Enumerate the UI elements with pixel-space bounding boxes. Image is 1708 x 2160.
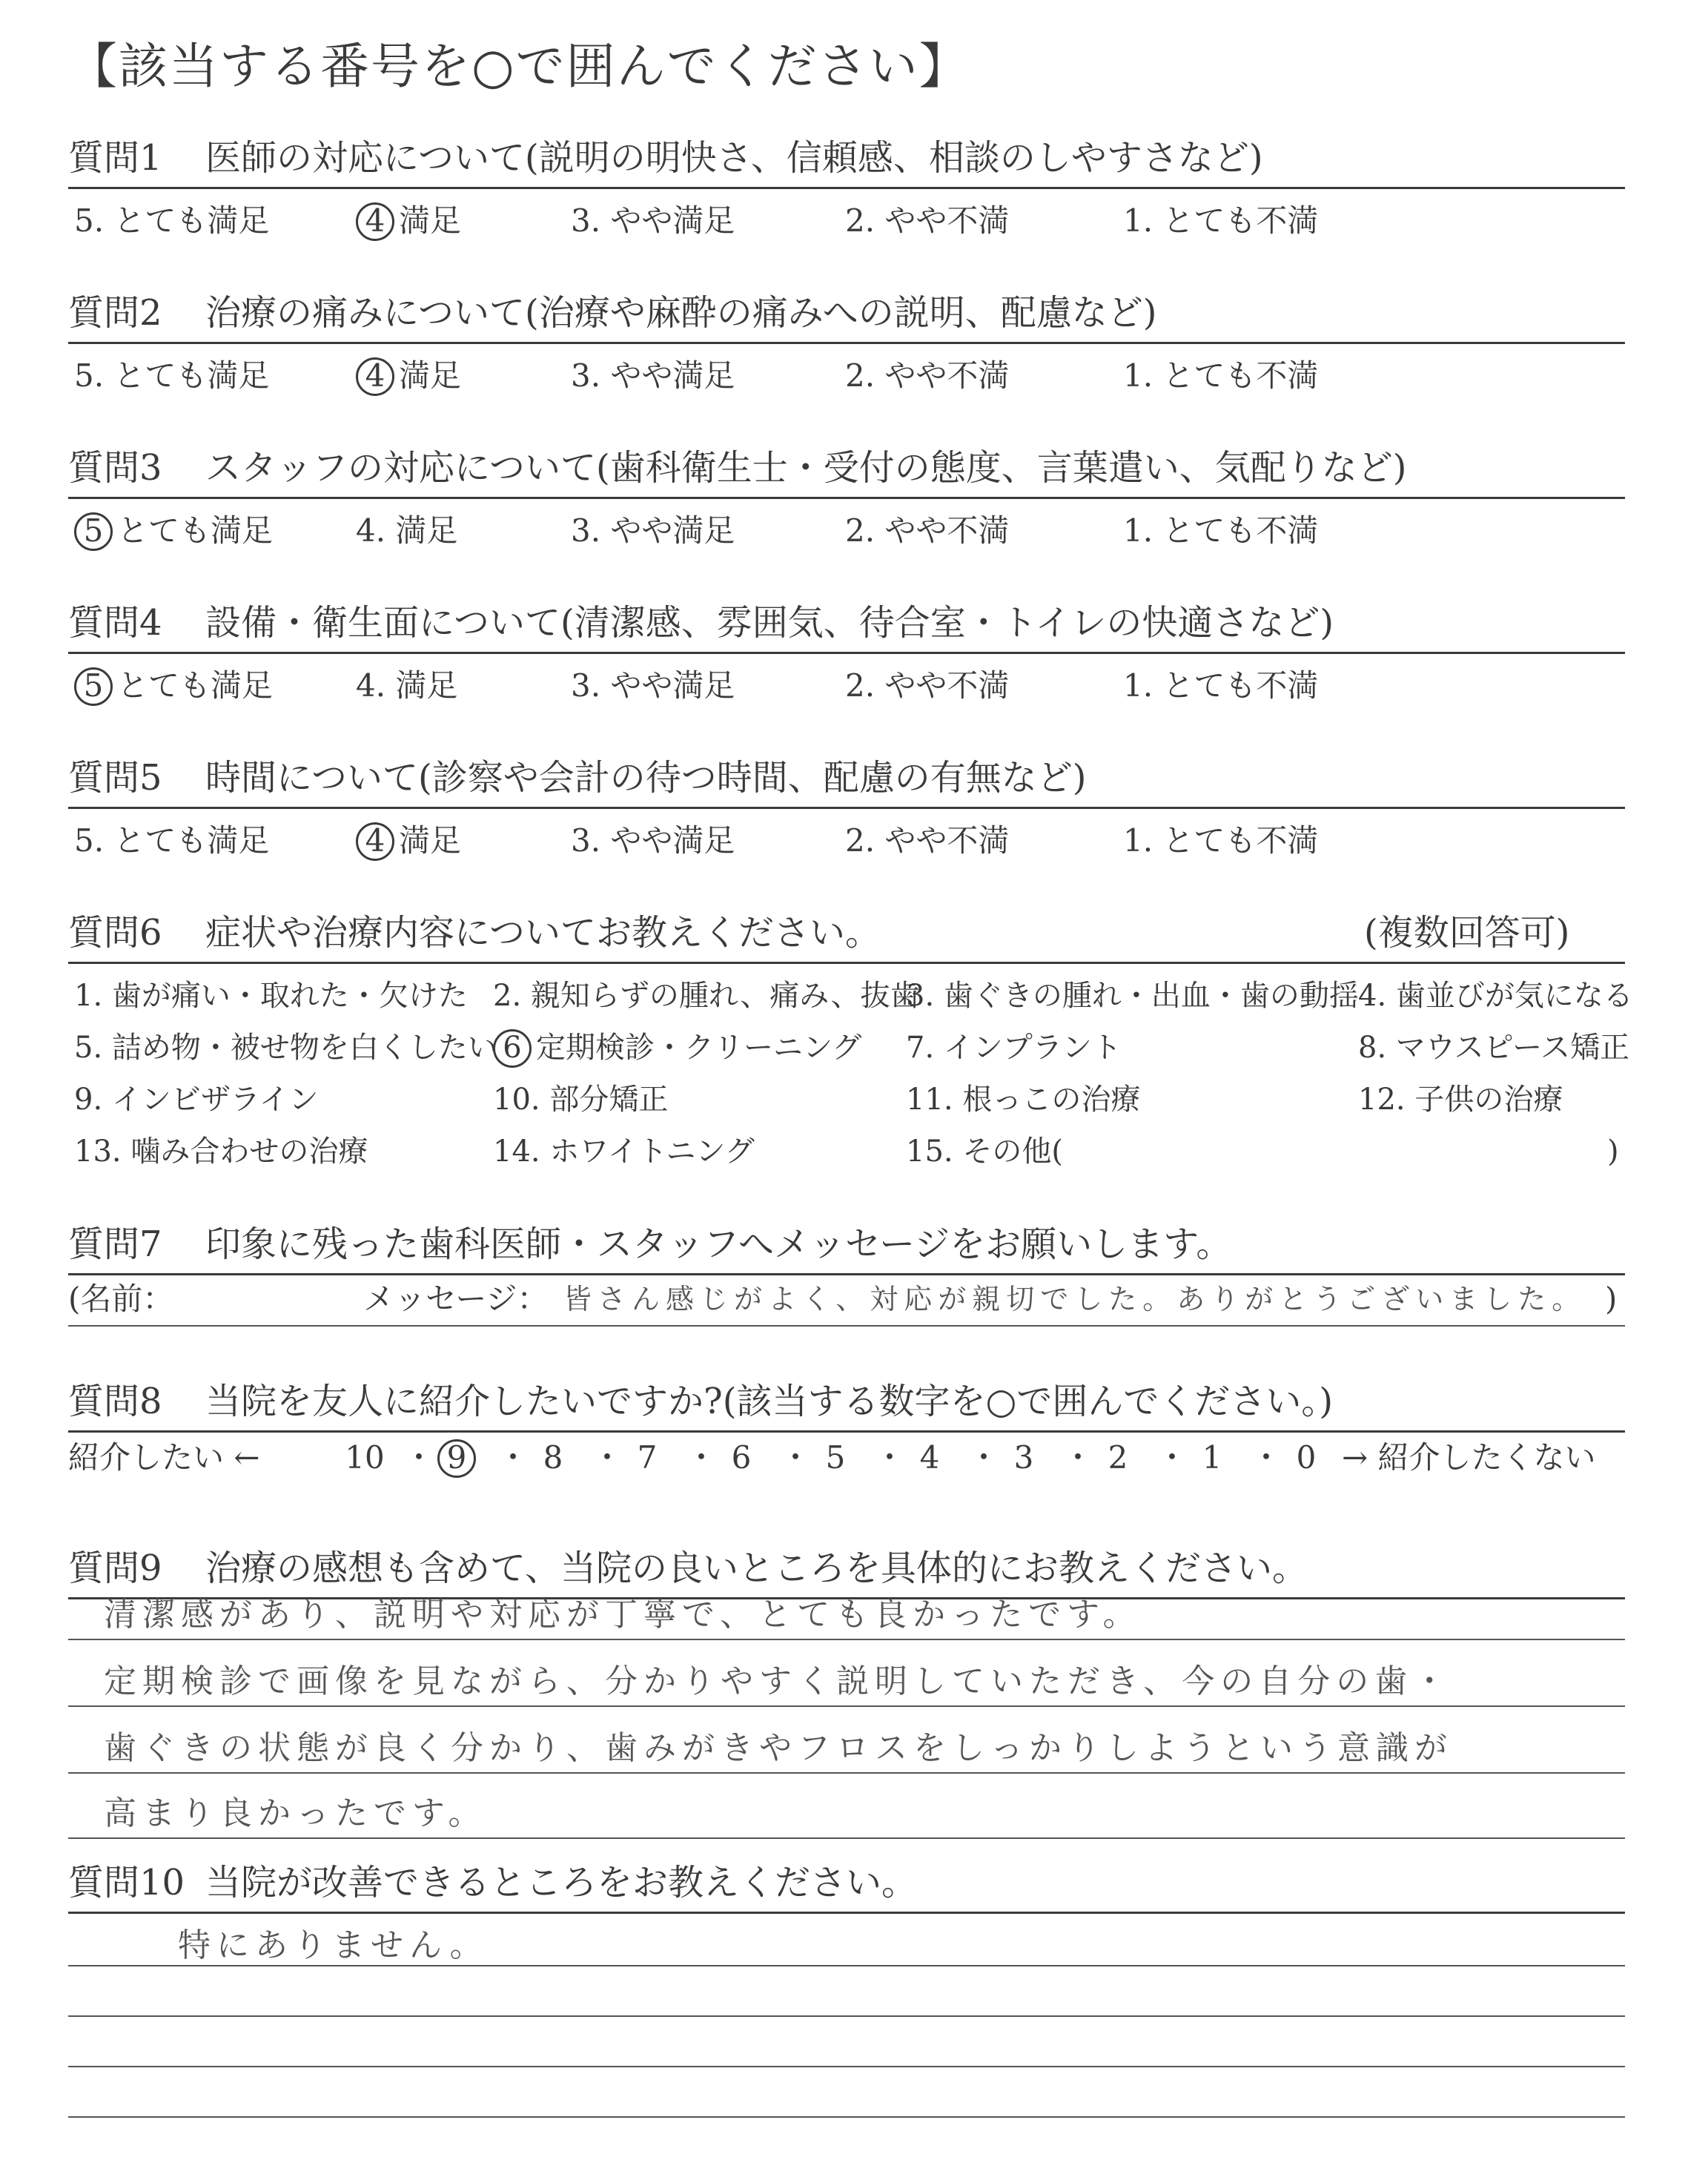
question-6-item-9[interactable]: 9. インビザライン bbox=[74, 1083, 319, 1117]
question-6-item-15[interactable]: 15. その他( bbox=[906, 1135, 1063, 1169]
question-2-option-3-label: 3. やや満足 bbox=[571, 357, 735, 394]
question-10-answer-rule-2 bbox=[68, 2015, 1625, 2017]
question-9-text: 治療の感想も含めて、当院の良いところを具体的にお教えください。 bbox=[205, 1548, 1308, 1589]
question-8-title bbox=[68, 1377, 1333, 1426]
question-8-scale-separator: ・ bbox=[1062, 1439, 1094, 1476]
question-8-scale-0[interactable]: 0 bbox=[1296, 1439, 1317, 1476]
question-8-scale-2[interactable]: 2 bbox=[1108, 1439, 1128, 1476]
question-3-option-2[interactable] bbox=[845, 510, 1009, 552]
question-4-option-5[interactable] bbox=[74, 665, 273, 707]
question-8-number: 質問8 bbox=[68, 1381, 162, 1422]
question-8-rule bbox=[68, 1430, 1625, 1433]
question-3-option-4[interactable] bbox=[356, 510, 457, 552]
question-2-title bbox=[68, 288, 1157, 337]
question-8-scale-separator: ・ bbox=[874, 1439, 906, 1476]
question-8-scale-9[interactable] bbox=[437, 1437, 481, 1479]
question-9-answer-line-2: 定期検診で画像を見ながら、分かりやすく説明していただき、今の自分の歯・ bbox=[104, 1662, 1452, 1700]
question-8-scale-6[interactable]: 6 bbox=[731, 1439, 752, 1476]
question-1-title bbox=[68, 133, 1263, 182]
question-6-item-3[interactable]: 3. 歯ぐきの腫れ・出血・歯の動揺 bbox=[906, 979, 1359, 1013]
question-9-number: 質問9 bbox=[68, 1548, 162, 1589]
question-7-text: 印象に残った歯科医師・スタッフへメッセージをお願いします。 bbox=[205, 1223, 1232, 1265]
question-1-option-3-label: 3. やや満足 bbox=[571, 202, 735, 239]
question-10-answer: 特にありません。 bbox=[178, 1926, 489, 1964]
question-3-text: スタッフの対応について(歯科衛生士・受付の態度、言葉遣い、気配りなど) bbox=[205, 447, 1407, 489]
question-5-option-2-label: 2. やや不満 bbox=[845, 822, 1010, 859]
question-6-item-10[interactable]: 10. 部分矯正 bbox=[493, 1083, 669, 1117]
question-9-answer-line-1: 清潔感があり、説明や対応が丁寧で、とても良かったです。 bbox=[104, 1596, 1142, 1634]
question-10-answer-rule-1 bbox=[68, 1965, 1625, 1966]
question-4-option-1-label: 1. とても不満 bbox=[1123, 667, 1319, 704]
question-8-scale-separator: ・ bbox=[780, 1439, 812, 1476]
question-4-title bbox=[68, 598, 1334, 647]
question-7-title bbox=[68, 1220, 1231, 1269]
question-2-option-5-label: 5. とても満足 bbox=[74, 357, 270, 394]
question-8-scale-3[interactable]: 3 bbox=[1013, 1439, 1034, 1476]
question-5-option-2[interactable] bbox=[845, 820, 1009, 862]
question-7-name-label: (名前： bbox=[68, 1281, 174, 1317]
question-1-option-1-label: 1. とても不満 bbox=[1123, 202, 1319, 239]
question-7-number: 質問7 bbox=[68, 1223, 162, 1265]
question-1-option-4-label: 満足 bbox=[399, 202, 462, 239]
question-4-option-5-label: とても満足 bbox=[117, 667, 274, 704]
question-8-scale-separator: ・ bbox=[497, 1439, 529, 1476]
question-6-item-14[interactable]: 14. ホワイトニング bbox=[493, 1135, 755, 1169]
question-2-rule bbox=[68, 342, 1625, 344]
question-6-item-8[interactable]: 8. マウスピース矯正 bbox=[1358, 1031, 1630, 1065]
question-7-message-text: 皆さん感じがよく、対応が親切でした。ありがとうございました。 bbox=[563, 1283, 1586, 1315]
question-6-item-16[interactable]: ) bbox=[1607, 1135, 1619, 1169]
question-8-scale-separator: ・ bbox=[686, 1439, 718, 1476]
question-4-option-5-circle-mark: 5 bbox=[74, 667, 113, 706]
question-2-option-2[interactable] bbox=[845, 355, 1009, 397]
question-10-answer-rule-4 bbox=[68, 2116, 1625, 2118]
question-5-option-5-label: 5. とても満足 bbox=[74, 822, 270, 859]
question-3-rule bbox=[68, 497, 1625, 499]
question-6-item-1[interactable]: 1. 歯が痛い・取れた・欠けた bbox=[74, 979, 468, 1013]
question-6-title bbox=[68, 908, 881, 957]
question-9-answer-rule-3 bbox=[68, 1772, 1625, 1774]
question-1-option-1[interactable] bbox=[1123, 200, 1318, 242]
question-5-option-4-circle-mark: 4 bbox=[356, 822, 394, 861]
question-3-option-2-label: 2. やや不満 bbox=[845, 512, 1010, 549]
question-1-option-2[interactable] bbox=[845, 200, 1009, 242]
question-4-option-3[interactable] bbox=[571, 665, 735, 707]
question-2-option-1[interactable] bbox=[1123, 355, 1318, 397]
question-6-item-13[interactable]: 13. 噛み合わせの治療 bbox=[74, 1135, 368, 1169]
question-5-option-4[interactable] bbox=[356, 820, 461, 862]
question-4-option-2-label: 2. やや不満 bbox=[845, 667, 1010, 704]
question-4-option-4[interactable] bbox=[356, 665, 457, 707]
question-8-scale-separator: ・ bbox=[592, 1439, 623, 1476]
question-6-item-11[interactable]: 11. 根っこの治療 bbox=[906, 1083, 1141, 1117]
question-6-number: 質問6 bbox=[68, 912, 162, 954]
question-4-rule bbox=[68, 652, 1625, 654]
question-3-option-3[interactable] bbox=[571, 510, 735, 552]
question-6-rule bbox=[68, 962, 1625, 964]
question-1-number: 質問1 bbox=[68, 137, 162, 179]
question-6-text: 症状や治療内容についてお教えください。 bbox=[205, 912, 881, 954]
question-8-scale-4[interactable]: 4 bbox=[919, 1439, 940, 1476]
question-9-title bbox=[68, 1544, 1308, 1593]
question-2-option-4-circle-mark: 4 bbox=[356, 357, 394, 396]
question-8-scale-1[interactable]: 1 bbox=[1202, 1439, 1222, 1476]
question-10-text: 当院が改善できるところをお教えください。 bbox=[205, 1862, 918, 1903]
question-8-scale-separator: ・ bbox=[1156, 1439, 1188, 1476]
question-7-close-paren: ) bbox=[1605, 1281, 1618, 1317]
question-6-item-7[interactable]: 7. インプラント bbox=[906, 1031, 1122, 1065]
question-8-scale-separator: ・ bbox=[968, 1439, 1000, 1476]
question-5-option-3-label: 3. やや満足 bbox=[571, 822, 735, 859]
question-6-item-6-label: 定期検診・クリーニング bbox=[536, 1031, 862, 1065]
question-9-answer-line-3: 歯ぐきの状態が良く分かり、歯みがきやフロスをしっかりしようという意識が bbox=[104, 1729, 1453, 1767]
question-8-scale-separator: ・ bbox=[403, 1439, 435, 1476]
question-5-option-3[interactable] bbox=[571, 820, 735, 862]
question-3-option-5[interactable] bbox=[74, 510, 273, 552]
question-5-title bbox=[68, 753, 1087, 802]
question-3-option-5-circle-mark: 5 bbox=[74, 512, 113, 551]
question-5-option-5[interactable] bbox=[74, 820, 269, 862]
question-6-note: (複数回答可) bbox=[1364, 912, 1570, 954]
question-3-number: 質問3 bbox=[68, 447, 162, 489]
question-2-option-4[interactable] bbox=[356, 355, 461, 397]
question-8-text: 当院を友人に紹介したいですか?(該当する数字を○で囲んでください。) bbox=[205, 1381, 1334, 1422]
question-1-text: 医師の対応について(説明の明快さ、信頼感、相談のしやすさなど) bbox=[205, 137, 1263, 179]
question-2-number: 質問2 bbox=[68, 292, 162, 334]
question-8-scale-8[interactable]: 8 bbox=[543, 1439, 563, 1476]
question-4-option-1[interactable] bbox=[1123, 665, 1318, 707]
question-9-answer-rule-4 bbox=[68, 1837, 1625, 1839]
question-8-scale-10[interactable]: 10 bbox=[345, 1439, 385, 1476]
question-2-option-4-label: 満足 bbox=[399, 357, 462, 394]
question-3-option-5-label: とても満足 bbox=[117, 512, 274, 549]
question-10-answer-rule-3 bbox=[68, 2066, 1625, 2067]
question-10-title bbox=[68, 1858, 917, 1907]
question-8-scale-5[interactable]: 5 bbox=[825, 1439, 846, 1476]
question-3-option-4-label: 4. 満足 bbox=[356, 512, 458, 549]
question-5-rule bbox=[68, 807, 1625, 809]
question-8-scale-separator: ・ bbox=[1251, 1439, 1282, 1476]
question-8-right-label: → 紹介したくない bbox=[1342, 1439, 1596, 1476]
question-4-number: 質問4 bbox=[68, 602, 162, 644]
question-5-option-1-label: 1. とても不満 bbox=[1123, 822, 1319, 859]
question-1-option-5[interactable] bbox=[74, 200, 269, 242]
question-7-rule bbox=[68, 1273, 1625, 1275]
question-6-item-5[interactable]: 5. 詰め物・被せ物を白くしたい bbox=[74, 1031, 497, 1065]
question-6-item-4[interactable]: 4. 歯並びが気になる bbox=[1358, 979, 1633, 1013]
question-5-option-1[interactable] bbox=[1123, 820, 1318, 862]
question-9-answer-line-4: 高まり良かったです。 bbox=[104, 1794, 487, 1832]
question-2-option-2-label: 2. やや不満 bbox=[845, 357, 1010, 394]
question-1-option-2-label: 2. やや不満 bbox=[845, 202, 1010, 239]
question-10-rule bbox=[68, 1912, 1625, 1914]
question-6-item-2[interactable]: 2. 親知らずの腫れ、痛み、抜歯 bbox=[493, 979, 920, 1013]
question-4-text: 設備・衛生面について(清潔感、雰囲気、待合室・トイレの快適さなど) bbox=[205, 602, 1334, 644]
question-3-option-1-label: 1. とても不満 bbox=[1123, 512, 1319, 549]
question-1-option-5-label: 5. とても満足 bbox=[74, 202, 270, 239]
question-8-left-label: 紹介したい ← bbox=[68, 1439, 260, 1476]
question-10-number: 質問10 bbox=[68, 1862, 185, 1903]
question-9-answer-rule-2 bbox=[68, 1705, 1625, 1707]
question-6-item-12[interactable]: 12. 子供の治療 bbox=[1358, 1083, 1563, 1117]
question-3-option-1[interactable] bbox=[1123, 510, 1318, 552]
question-6-item-6-circle-mark: 6 bbox=[493, 1029, 532, 1068]
question-4-option-4-label: 4. 満足 bbox=[356, 667, 458, 704]
question-3-option-3-label: 3. やや満足 bbox=[571, 512, 735, 549]
question-5-number: 質問5 bbox=[68, 757, 162, 799]
question-8-selected-circle: 9 bbox=[437, 1439, 476, 1478]
question-7-message-label: メッセージ： bbox=[363, 1281, 549, 1317]
question-5-text: 時間について(診察や会計の待つ時間、配慮の有無など) bbox=[205, 757, 1087, 799]
question-1-option-4[interactable] bbox=[356, 200, 461, 242]
question-8-scale-7[interactable]: 7 bbox=[637, 1439, 658, 1476]
question-1-option-4-circle-mark: 4 bbox=[356, 202, 394, 241]
page-header: 【該当する番号を○で囲んでください】 bbox=[68, 38, 970, 95]
question-2-option-1-label: 1. とても不満 bbox=[1123, 357, 1319, 394]
question-2-text: 治療の痛みについて(治療や麻酔の痛みへの説明、配慮など) bbox=[205, 292, 1157, 334]
question-4-option-3-label: 3. やや満足 bbox=[571, 667, 735, 704]
question-4-option-2[interactable] bbox=[845, 665, 1009, 707]
question-7-line bbox=[68, 1325, 1625, 1327]
question-2-option-5[interactable] bbox=[74, 355, 269, 397]
question-9-answer-rule-1 bbox=[68, 1639, 1625, 1640]
question-1-rule bbox=[68, 187, 1625, 189]
question-2-option-3[interactable] bbox=[571, 355, 735, 397]
question-3-title bbox=[68, 443, 1407, 492]
question-5-option-4-label: 満足 bbox=[399, 822, 462, 859]
question-6-item-6[interactable] bbox=[493, 1027, 861, 1069]
question-1-option-3[interactable] bbox=[571, 200, 735, 242]
